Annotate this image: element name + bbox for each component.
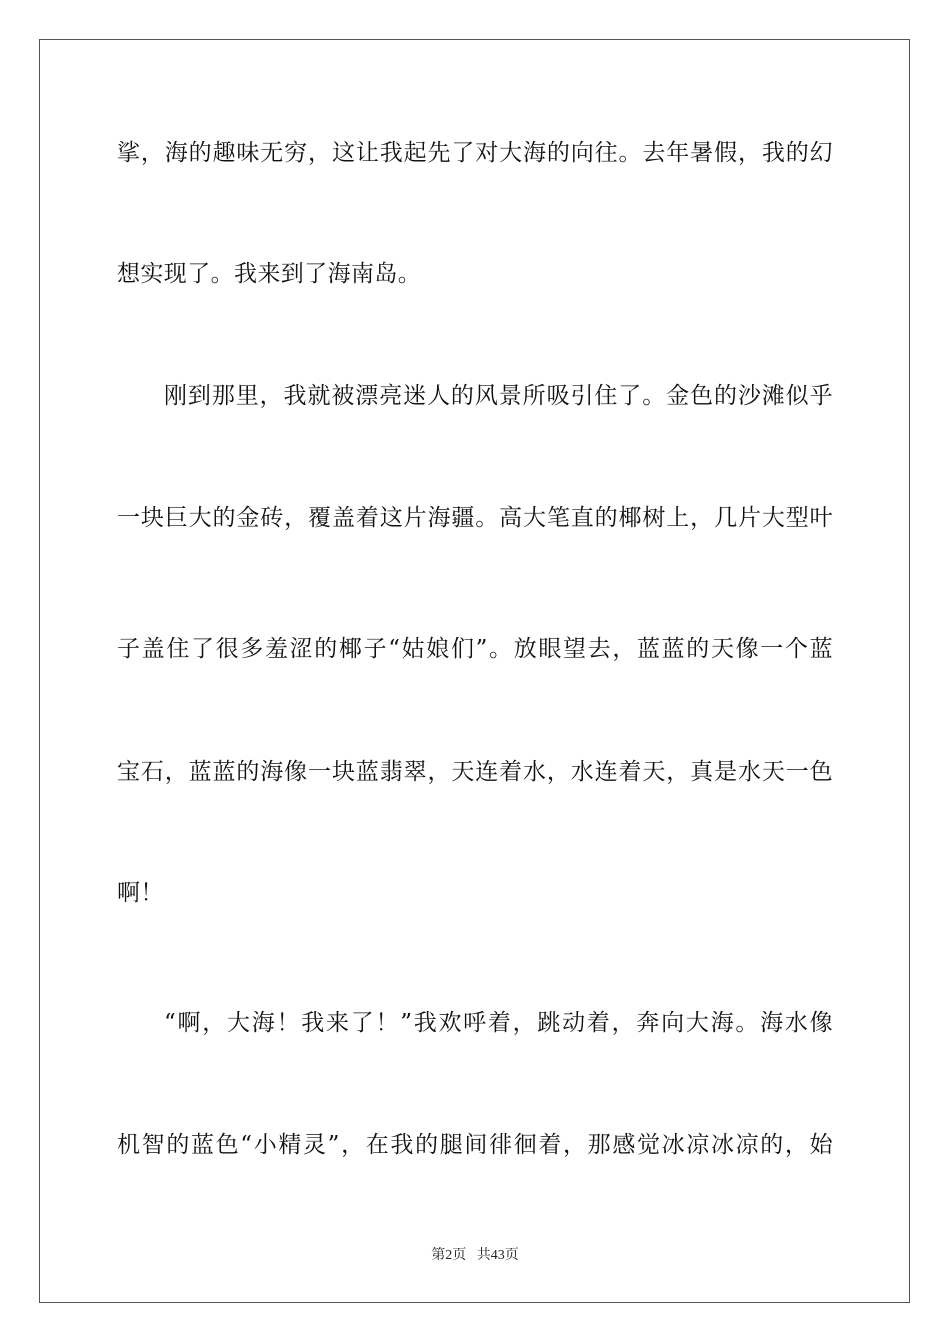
text-line-4: 一块巨大的金砖，覆盖着这片海疆。高大笔直的椰树上，几片大型叶	[117, 505, 833, 531]
page-number: 第2页	[431, 1248, 467, 1263]
text-line-8: “啊，大海！我来了！”我欢呼着，跳动着，奔向大海。海水像	[164, 1010, 833, 1036]
text-line-5: 子盖住了很多羞涩的椰子“姑娘们”。放眼望去，蓝蓝的天像一个蓝	[117, 636, 833, 662]
text-line-9: 机智的蓝色“小精灵”，在我的腿间徘徊着，那感觉冰凉冰凉的，始	[117, 1132, 833, 1158]
page-frame	[39, 39, 910, 1303]
text-line-1: 挲，海的趣味无穷，这让我起先了对大海的向往。去年暑假，我的幻	[117, 140, 833, 166]
text-line-2: 想实现了。我来到了海南岛。	[117, 261, 422, 287]
page-footer	[0, 1246, 950, 1266]
text-line-3: 刚到那里，我就被漂亮迷人的风景所吸引住了。金色的沙滩似乎	[164, 383, 833, 409]
page-total: 共43页	[476, 1248, 519, 1263]
text-line-6: 宝石，蓝蓝的海像一块蓝翡翠，天连着水，水连着天，真是水天一色	[117, 759, 833, 785]
text-line-7: 啊！	[117, 880, 164, 906]
